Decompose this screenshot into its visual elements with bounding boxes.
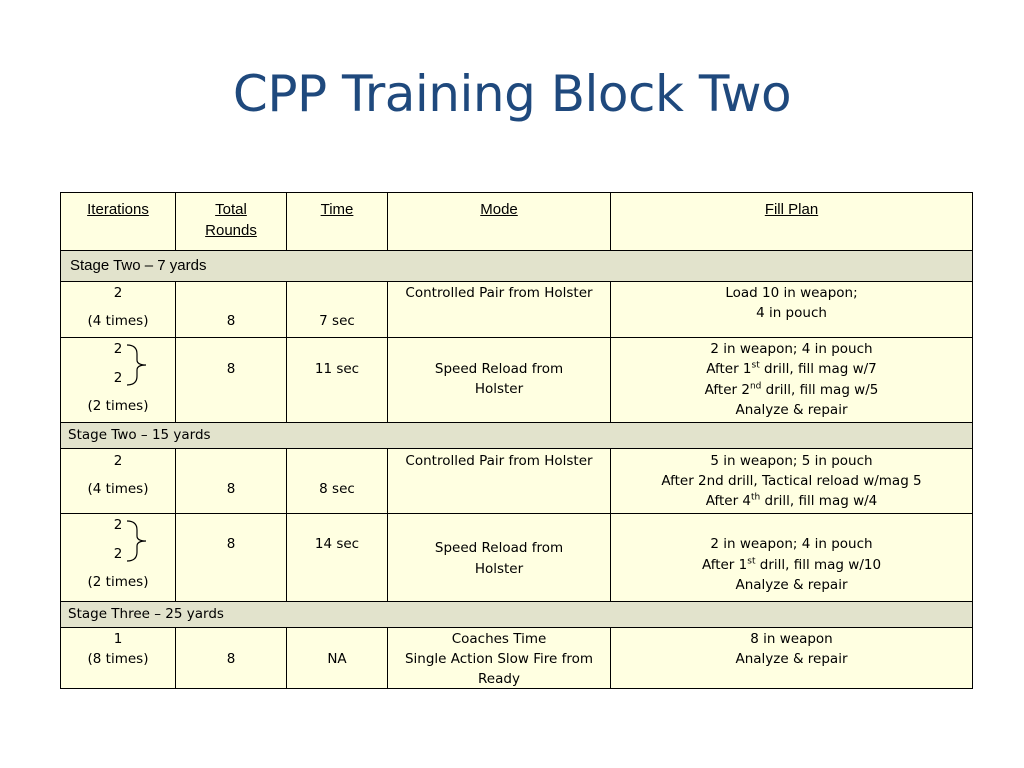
table-row-iterations: 2 (4 times) xyxy=(60,448,176,514)
table-row-fill-plan: 2 in weapon; 4 in pouch After 1st drill, fill mag w/10 Analyze & repair xyxy=(610,513,973,602)
table-row-iterations: 2 (4 times) xyxy=(60,281,176,338)
header-fill-plan: Fill Plan xyxy=(610,192,973,251)
table-row-rounds: 8 xyxy=(175,448,287,514)
brace-icon xyxy=(125,344,155,386)
table-row-time: 7 sec xyxy=(286,281,388,338)
stage-header: Stage Three – 25 yards xyxy=(60,601,973,628)
table-row-fill-plan: Load 10 in weapon; 4 in pouch xyxy=(610,281,973,338)
table-row-rounds: 8 xyxy=(175,281,287,338)
table-row-iterations: 1 (8 times) xyxy=(60,627,176,689)
table-row-time: NA xyxy=(286,627,388,689)
table-row-rounds: 8 xyxy=(175,337,287,423)
table-row-fill-plan: 2 in weapon; 4 in pouch After 1st drill, fill mag w/7 After 2nd drill, fill mag w/5 Analyze & repair xyxy=(610,337,973,423)
header-total-rounds: Total Rounds xyxy=(175,192,287,251)
table-row-mode: Coaches Time Single Action Slow Fire from Ready xyxy=(387,627,611,689)
table-row-fill-plan: 8 in weapon Analyze & repair xyxy=(610,627,973,689)
table-row-fill-plan: 5 in weapon; 5 in pouch After 2nd drill, Tactical reload w/mag 5 After 4th drill, fill mag w/4 xyxy=(610,448,973,514)
brace-icon xyxy=(125,520,155,562)
stage-header: Stage Two – 15 yards xyxy=(60,422,973,449)
training-table xyxy=(60,192,973,689)
table-row-mode: Controlled Pair from Holster xyxy=(387,281,611,338)
stage-header: Stage Two – 7 yards xyxy=(60,250,973,282)
table-row-mode: Speed Reload from Holster xyxy=(387,513,611,602)
table-row-mode: Speed Reload from Holster xyxy=(387,337,611,423)
table-row-rounds: 8 xyxy=(175,513,287,602)
table-row-iterations: 2 2 (2 times) xyxy=(60,337,176,423)
header-time: Time xyxy=(286,192,388,251)
table-row-rounds: 8 xyxy=(175,627,287,689)
page-title: CPP Training Block Two xyxy=(232,65,792,123)
table-row-time: 11 sec xyxy=(286,337,388,423)
header-mode: Mode xyxy=(387,192,611,251)
header-iterations: Iterations xyxy=(60,192,176,251)
table-row-mode: Controlled Pair from Holster xyxy=(387,448,611,514)
table-row-time: 8 sec xyxy=(286,448,388,514)
table-row-time: 14 sec xyxy=(286,513,388,602)
table-row-iterations: 2 2 (2 times) xyxy=(60,513,176,602)
